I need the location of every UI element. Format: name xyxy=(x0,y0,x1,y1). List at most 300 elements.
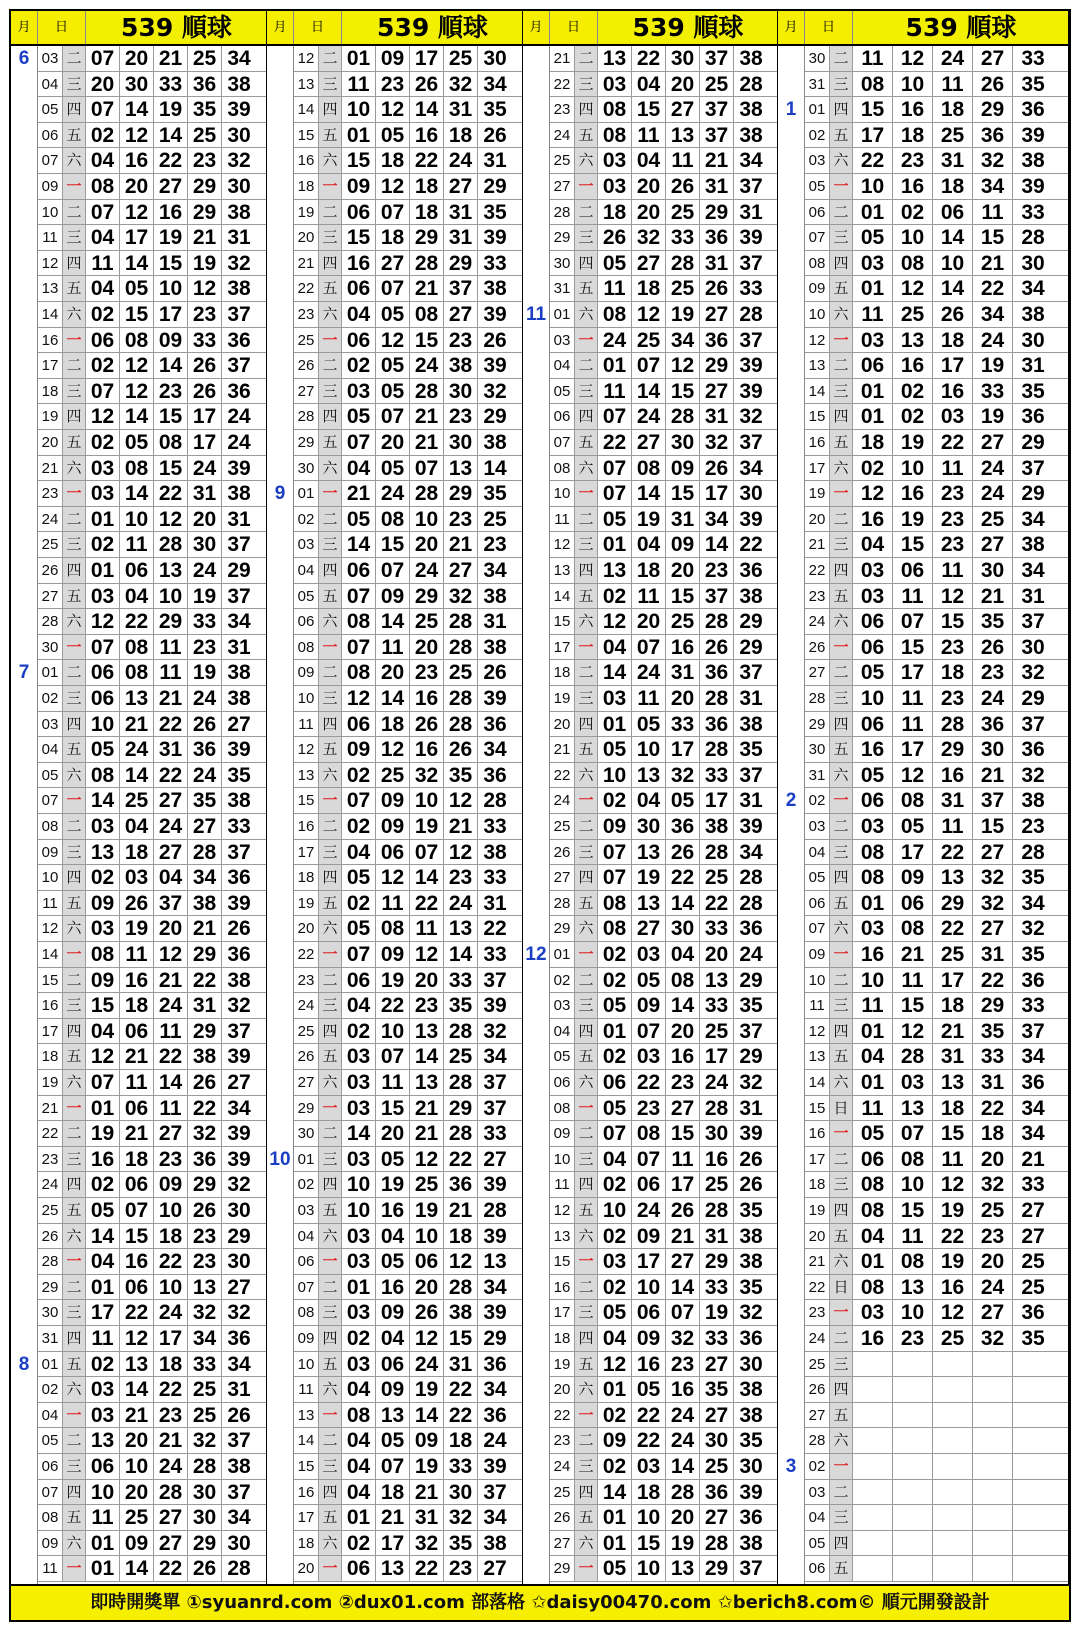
drawn-number: 25 xyxy=(700,1172,734,1197)
day-number: 15 xyxy=(550,609,575,634)
drawn-number: 38 xyxy=(1021,789,1045,813)
drawn-number: 10 xyxy=(154,1198,188,1223)
drawn-number: 27 xyxy=(154,788,188,813)
drawn-number: 17 xyxy=(376,1531,410,1556)
drawn-number: 10 xyxy=(410,1224,444,1249)
result-row xyxy=(550,532,778,558)
result-row xyxy=(294,840,523,866)
drawn-number: 07 xyxy=(893,609,933,634)
empty-cell xyxy=(973,1403,1013,1428)
drawn-number: 37 xyxy=(1021,712,1045,736)
drawn-number: 23 xyxy=(933,532,973,557)
weekday: 一 xyxy=(319,788,342,813)
day-number: 23 xyxy=(805,584,830,609)
drawn-number: 03 xyxy=(893,1070,933,1095)
weekday: 五 xyxy=(63,1505,86,1530)
drawn-number: 05 xyxy=(376,1249,410,1274)
drawn-number: 27 xyxy=(188,814,222,839)
drawn-number: 32 xyxy=(973,148,1013,173)
empty-cell xyxy=(973,1454,1013,1479)
day-number: 15 xyxy=(294,788,319,813)
result-row xyxy=(805,200,1069,226)
result-row xyxy=(805,1531,1069,1557)
drawn-number: 03 xyxy=(342,1147,376,1172)
drawn-number: 27 xyxy=(973,532,1013,557)
drawn-number: 37 xyxy=(700,123,734,148)
drawn-number: 12 xyxy=(86,1044,120,1069)
drawn-number: 29 xyxy=(188,1172,222,1197)
day-number: 27 xyxy=(550,865,575,890)
drawn-number: 34 xyxy=(227,47,251,70)
drawn-number: 05 xyxy=(376,1428,410,1453)
header-title: 539 順球 xyxy=(86,11,267,44)
weekday: 五 xyxy=(830,1224,853,1249)
weekday: 三 xyxy=(63,225,86,250)
drawn-number: 17 xyxy=(666,737,700,762)
drawn-number: 37 xyxy=(700,46,734,71)
drawn-number: 11 xyxy=(598,276,632,301)
drawn-number: 22 xyxy=(154,1249,188,1274)
drawn-number: 02 xyxy=(853,456,893,481)
drawn-number: 28 xyxy=(444,712,478,737)
drawn-number: 29 xyxy=(700,353,734,378)
day-number: 08 xyxy=(38,814,63,839)
empty-cell xyxy=(933,1403,973,1428)
result-row xyxy=(550,1198,778,1224)
day-number: 04 xyxy=(550,353,575,378)
day-number: 24 xyxy=(38,1172,63,1197)
result-row xyxy=(805,225,1069,251)
drawn-number: 23 xyxy=(973,1224,1013,1249)
day-number: 03 xyxy=(294,532,319,557)
result-row xyxy=(294,1428,523,1454)
drawn-number: 08 xyxy=(376,916,410,941)
drawn-number: 26 xyxy=(700,456,734,481)
drawn-number: 07 xyxy=(376,1454,410,1479)
result-row xyxy=(805,1556,1069,1582)
drawn-number: 37 xyxy=(739,1557,763,1581)
day-number: 24 xyxy=(294,993,319,1018)
drawn-number: 08 xyxy=(120,635,154,660)
result-row xyxy=(805,481,1069,507)
result-row xyxy=(38,430,267,456)
weekday: 三 xyxy=(63,532,86,557)
drawn-number: 11 xyxy=(893,1224,933,1249)
drawn-number: 10 xyxy=(598,1198,632,1223)
drawn-number: 08 xyxy=(632,1121,666,1146)
drawn-number: 01 xyxy=(853,1249,893,1274)
weekday: 六 xyxy=(63,148,86,173)
drawn-number: 36 xyxy=(739,559,763,582)
drawn-number: 27 xyxy=(227,1071,251,1094)
result-row xyxy=(550,609,778,635)
weekday: 一 xyxy=(319,174,342,199)
drawn-number: 35 xyxy=(483,200,507,224)
drawn-number: 23 xyxy=(154,379,188,404)
result-row xyxy=(550,916,778,942)
drawn-number: 01 xyxy=(853,1070,893,1095)
drawn-number: 04 xyxy=(666,942,700,967)
day-number: 01 xyxy=(38,660,63,685)
drawn-number: 30 xyxy=(666,916,700,941)
drawn-number: 27 xyxy=(444,302,478,327)
day-number: 07 xyxy=(38,788,63,813)
day-number: 05 xyxy=(294,584,319,609)
drawn-number: 34 xyxy=(1021,1096,1045,1120)
drawn-number: 04 xyxy=(342,840,376,865)
weekday: 五 xyxy=(575,1044,598,1069)
result-row xyxy=(294,1198,523,1224)
weekday: 日 xyxy=(830,1096,853,1121)
result-row xyxy=(550,225,778,251)
drawn-number: 21 xyxy=(410,1121,444,1146)
drawn-number: 27 xyxy=(154,840,188,865)
drawn-number: 21 xyxy=(376,1505,410,1530)
drawn-number: 28 xyxy=(444,1070,478,1095)
weekday: 四 xyxy=(319,1019,342,1044)
drawn-number: 05 xyxy=(376,456,410,481)
drawn-number: 30 xyxy=(739,482,763,506)
empty-cell xyxy=(933,1352,973,1377)
drawn-number: 09 xyxy=(632,1326,666,1351)
drawn-number: 30 xyxy=(739,1352,763,1376)
drawn-number: 14 xyxy=(483,456,507,480)
drawn-number: 31 xyxy=(444,1352,478,1377)
day-number: 03 xyxy=(805,814,830,839)
day-number: 04 xyxy=(38,72,63,97)
result-row xyxy=(294,379,523,405)
result-row xyxy=(294,225,523,251)
day-number: 22 xyxy=(38,1121,63,1146)
result-row xyxy=(550,1556,778,1582)
drawn-number: 02 xyxy=(86,1352,120,1377)
drawn-number: 02 xyxy=(342,353,376,378)
drawn-number: 36 xyxy=(188,72,222,97)
drawn-number: 13 xyxy=(120,1352,154,1377)
drawn-number: 10 xyxy=(632,1275,666,1300)
results-panel xyxy=(11,11,267,1584)
lottery-results-sheet xyxy=(9,9,1071,1622)
day-number: 05 xyxy=(550,379,575,404)
drawn-number: 35 xyxy=(739,738,763,762)
result-row xyxy=(550,1224,778,1250)
drawn-number: 01 xyxy=(86,1096,120,1121)
drawn-number: 30 xyxy=(188,1505,222,1530)
drawn-number: 06 xyxy=(342,558,376,583)
drawn-number: 18 xyxy=(120,840,154,865)
result-row xyxy=(294,276,523,302)
weekday: 一 xyxy=(575,942,598,967)
drawn-number: 35 xyxy=(444,763,478,788)
weekday: 四 xyxy=(63,1480,86,1505)
result-row xyxy=(38,97,267,123)
drawn-number: 06 xyxy=(86,1454,120,1479)
drawn-number: 39 xyxy=(227,738,251,762)
weekday: 五 xyxy=(830,430,853,455)
result-row xyxy=(294,993,523,1019)
drawn-number: 06 xyxy=(853,353,893,378)
drawn-number: 14 xyxy=(632,481,666,506)
weekday: 四 xyxy=(575,251,598,276)
drawn-number: 39 xyxy=(227,1147,251,1171)
weekday: 二 xyxy=(63,353,86,378)
weekday: 六 xyxy=(830,763,853,788)
weekday: 四 xyxy=(830,404,853,429)
day-number: 10 xyxy=(38,865,63,890)
drawn-number: 04 xyxy=(342,993,376,1018)
drawn-number: 36 xyxy=(1021,98,1045,122)
drawn-number: 03 xyxy=(342,1070,376,1095)
drawn-number: 15 xyxy=(154,404,188,429)
empty-cell xyxy=(933,1505,973,1530)
weekday: 二 xyxy=(319,1428,342,1453)
result-row xyxy=(38,456,267,482)
drawn-number: 14 xyxy=(120,1556,154,1581)
drawn-number: 12 xyxy=(120,1326,154,1351)
drawn-number: 12 xyxy=(376,97,410,122)
drawn-number: 35 xyxy=(973,1019,1013,1044)
drawn-number: 03 xyxy=(86,1377,120,1402)
day-number: 14 xyxy=(38,302,63,327)
drawn-number: 18 xyxy=(632,276,666,301)
drawn-number: 29 xyxy=(700,1556,734,1581)
result-row xyxy=(805,788,1069,814)
day-number: 14 xyxy=(805,1070,830,1095)
drawn-number: 10 xyxy=(893,72,933,97)
result-row xyxy=(550,814,778,840)
result-row xyxy=(38,276,267,302)
empty-cell xyxy=(853,1556,893,1581)
empty-cell xyxy=(933,1454,973,1479)
drawn-number: 34 xyxy=(973,302,1013,327)
drawn-number: 07 xyxy=(632,1019,666,1044)
result-row xyxy=(550,404,778,430)
drawn-number: 33 xyxy=(188,1352,222,1377)
result-row xyxy=(294,1224,523,1250)
result-row xyxy=(805,1377,1069,1403)
weekday: 五 xyxy=(830,123,853,148)
drawn-number: 32 xyxy=(973,1172,1013,1197)
result-row xyxy=(805,1019,1069,1045)
drawn-number: 09 xyxy=(632,993,666,1018)
result-row xyxy=(805,174,1069,200)
result-row xyxy=(294,865,523,891)
result-row xyxy=(805,456,1069,482)
weekday: 五 xyxy=(63,1044,86,1069)
drawn-number: 10 xyxy=(342,97,376,122)
drawn-number: 32 xyxy=(739,1071,763,1094)
weekday: 四 xyxy=(830,865,853,890)
drawn-number: 17 xyxy=(154,302,188,327)
drawn-number: 24 xyxy=(188,558,222,583)
drawn-number: 01 xyxy=(853,1019,893,1044)
weekday: 四 xyxy=(575,1480,598,1505)
drawn-number: 24 xyxy=(973,456,1013,481)
drawn-number: 09 xyxy=(154,328,188,353)
drawn-number: 17 xyxy=(700,1044,734,1069)
drawn-number: 07 xyxy=(342,635,376,660)
drawn-number: 20 xyxy=(410,1275,444,1300)
day-number: 30 xyxy=(805,737,830,762)
drawn-number: 23 xyxy=(154,1147,188,1172)
drawn-number: 02 xyxy=(86,865,120,890)
weekday: 二 xyxy=(319,1121,342,1146)
drawn-number: 08 xyxy=(853,72,893,97)
result-row xyxy=(38,558,267,584)
drawn-number: 25 xyxy=(1021,1275,1045,1299)
drawn-number: 34 xyxy=(1021,277,1045,301)
drawn-number: 12 xyxy=(86,609,120,634)
drawn-number: 26 xyxy=(933,302,973,327)
drawn-number: 23 xyxy=(893,1326,933,1351)
drawn-number: 16 xyxy=(120,148,154,173)
weekday: 六 xyxy=(575,148,598,173)
drawn-number: 20 xyxy=(120,1428,154,1453)
drawn-number: 17 xyxy=(893,840,933,865)
result-row xyxy=(294,148,523,174)
drawn-number: 24 xyxy=(154,814,188,839)
day-number: 20 xyxy=(294,916,319,941)
result-row xyxy=(550,456,778,482)
empty-cell xyxy=(853,1480,893,1505)
drawn-number: 23 xyxy=(933,635,973,660)
result-row xyxy=(550,968,778,994)
drawn-number: 04 xyxy=(120,814,154,839)
result-row xyxy=(550,302,778,328)
drawn-number: 04 xyxy=(342,1454,376,1479)
drawn-number: 25 xyxy=(444,46,478,71)
weekday: 二 xyxy=(830,46,853,71)
drawn-number: 16 xyxy=(666,1044,700,1069)
result-row xyxy=(294,788,523,814)
drawn-number: 09 xyxy=(376,46,410,71)
empty-cell xyxy=(1013,1377,1053,1402)
drawn-number: 21 xyxy=(933,1019,973,1044)
drawn-number: 20 xyxy=(376,1121,410,1146)
drawn-number: 19 xyxy=(933,1198,973,1223)
result-row xyxy=(38,200,267,226)
weekday: 一 xyxy=(575,481,598,506)
drawn-number: 20 xyxy=(666,1505,700,1530)
drawn-number: 36 xyxy=(973,712,1013,737)
result-row xyxy=(805,1505,1069,1531)
drawn-number: 25 xyxy=(666,200,700,225)
drawn-number: 32 xyxy=(227,251,251,275)
drawn-number: 06 xyxy=(632,1172,666,1197)
drawn-number: 21 xyxy=(444,1198,478,1223)
drawn-number: 26 xyxy=(700,635,734,660)
result-row xyxy=(38,46,267,72)
result-row xyxy=(294,609,523,635)
result-row xyxy=(294,1377,523,1403)
drawn-number: 02 xyxy=(598,1224,632,1249)
result-row xyxy=(294,1275,523,1301)
drawn-number: 29 xyxy=(739,610,763,634)
weekday: 五 xyxy=(319,1044,342,1069)
day-number: 07 xyxy=(38,148,63,173)
drawn-number: 33 xyxy=(973,379,1013,404)
drawn-number: 02 xyxy=(86,1172,120,1197)
drawn-number: 22 xyxy=(444,1377,478,1402)
drawn-number: 38 xyxy=(483,584,507,608)
drawn-number: 31 xyxy=(700,1224,734,1249)
result-row xyxy=(805,891,1069,917)
drawn-number: 29 xyxy=(188,174,222,199)
drawn-number: 38 xyxy=(1021,533,1045,557)
drawn-number: 25 xyxy=(188,123,222,148)
drawn-number: 24 xyxy=(739,943,763,966)
weekday: 五 xyxy=(830,584,853,609)
drawn-number: 04 xyxy=(376,1326,410,1351)
drawn-number: 28 xyxy=(893,1044,933,1069)
day-number: 02 xyxy=(38,1377,63,1402)
drawn-number: 32 xyxy=(700,430,734,455)
drawn-number: 16 xyxy=(410,737,444,762)
drawn-number: 18 xyxy=(444,123,478,148)
drawn-number: 35 xyxy=(739,994,763,1018)
drawn-number: 26 xyxy=(410,1300,444,1325)
drawn-number: 03 xyxy=(853,916,893,941)
day-number: 25 xyxy=(294,1019,319,1044)
result-row xyxy=(38,1377,267,1403)
day-number: 09 xyxy=(550,1121,575,1146)
drawn-number: 14 xyxy=(700,532,734,557)
day-number: 31 xyxy=(38,1326,63,1351)
month-label: 12 xyxy=(525,944,547,965)
drawn-number: 38 xyxy=(739,712,763,736)
weekday: 六 xyxy=(575,456,598,481)
drawn-number: 38 xyxy=(739,1531,763,1555)
day-number: 20 xyxy=(294,1556,319,1581)
day-number: 10 xyxy=(38,200,63,225)
result-row xyxy=(38,148,267,174)
result-row xyxy=(550,788,778,814)
drawn-number: 20 xyxy=(188,507,222,532)
drawn-number: 29 xyxy=(933,737,973,762)
day-number: 06 xyxy=(294,609,319,634)
drawn-number: 39 xyxy=(227,98,251,122)
drawn-number: 11 xyxy=(86,1326,120,1351)
drawn-number: 01 xyxy=(853,404,893,429)
drawn-number: 25 xyxy=(632,328,666,353)
drawn-number: 38 xyxy=(739,1378,763,1402)
day-number: 13 xyxy=(805,353,830,378)
weekday: 二 xyxy=(319,46,342,71)
drawn-number: 28 xyxy=(154,1480,188,1505)
drawn-number: 07 xyxy=(86,97,120,122)
drawn-number: 30 xyxy=(227,1250,251,1274)
drawn-number: 30 xyxy=(188,1480,222,1505)
drawn-number: 08 xyxy=(598,302,632,327)
drawn-number: 08 xyxy=(853,840,893,865)
weekday: 三 xyxy=(319,686,342,711)
weekday: 五 xyxy=(575,1505,598,1530)
weekday: 六 xyxy=(830,456,853,481)
weekday: 四 xyxy=(575,1019,598,1044)
drawn-number: 28 xyxy=(444,1121,478,1146)
drawn-number: 02 xyxy=(598,1275,632,1300)
drawn-number: 19 xyxy=(86,1121,120,1146)
drawn-number: 19 xyxy=(188,660,222,685)
drawn-number: 06 xyxy=(853,609,893,634)
drawn-number: 22 xyxy=(154,763,188,788)
empty-cell xyxy=(973,1428,1013,1453)
day-number: 12 xyxy=(805,328,830,353)
drawn-number: 10 xyxy=(342,1198,376,1223)
drawn-number: 05 xyxy=(853,1121,893,1146)
drawn-number: 28 xyxy=(666,251,700,276)
day-number: 15 xyxy=(550,1249,575,1274)
